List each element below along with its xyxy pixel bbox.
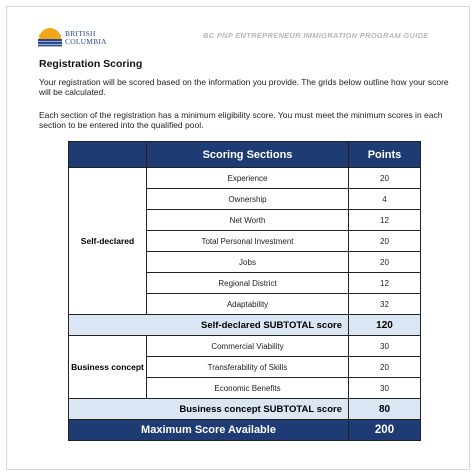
max-score-points: 200 [349,420,421,441]
subtotal-points: 80 [349,399,421,420]
header-blank-cell [69,142,147,168]
row-name: Ownership [147,189,349,210]
subtotal-label: Business concept SUBTOTAL score [69,399,349,420]
table-header-row [69,142,421,168]
scoring-table [68,141,421,441]
row-points: 20 [349,168,421,189]
minimum-score-paragraph: Each section of the registration has a minimum eligibility score. You must meet the minimum scores in each section to be entered into the qualified pool. [39,110,443,131]
row-name: Adaptability [147,294,349,315]
logo-line-1: BRITISH [65,29,96,38]
row-points: 4 [349,189,421,210]
logo-wordmark [65,30,107,46]
row-name: Jobs [147,252,349,273]
document-page [6,6,470,470]
subtotal-label: Self-declared SUBTOTAL score [69,315,349,336]
header-scoring-sections: Scoring Sections [147,142,349,168]
table-row [69,336,421,357]
table-row [69,168,421,189]
row-points: 20 [349,357,421,378]
row-points: 30 [349,378,421,399]
bc-logo [37,27,117,51]
max-score-label: Maximum Score Available [69,420,349,441]
row-name: Experience [147,168,349,189]
row-points: 30 [349,336,421,357]
row-name: Net Worth [147,210,349,231]
header-points: Points [349,142,421,168]
row-points: 12 [349,273,421,294]
row-points: 12 [349,210,421,231]
row-name: Total Personal Investment [147,231,349,252]
intro-paragraph: Your registration will be scored based on the information you provide. The grids below outline how your score will be calculated. [39,77,449,98]
sun-logo-icon [37,27,63,47]
page-header [7,7,469,53]
subtotal-points: 120 [349,315,421,336]
row-name: Regional District [147,273,349,294]
row-points: 20 [349,231,421,252]
group-label-self-declared: Self-declared [69,168,147,315]
logo-line-2: COLUMBIA [65,37,107,46]
section-heading: Registration Scoring [39,58,143,70]
subtotal-row-self-declared [69,315,421,336]
row-name: Transferability of Skills [147,357,349,378]
max-score-row [69,420,421,441]
row-name: Economic Benefits [147,378,349,399]
subtotal-row-business-concept [69,399,421,420]
group-label-business-concept: Business concept [69,336,147,399]
guide-title: BC PNP ENTREPRENEUR IMMIGRATION PROGRAM GUIDE [203,31,429,40]
row-name: Commercial Viability [147,336,349,357]
row-points: 32 [349,294,421,315]
row-points: 20 [349,252,421,273]
